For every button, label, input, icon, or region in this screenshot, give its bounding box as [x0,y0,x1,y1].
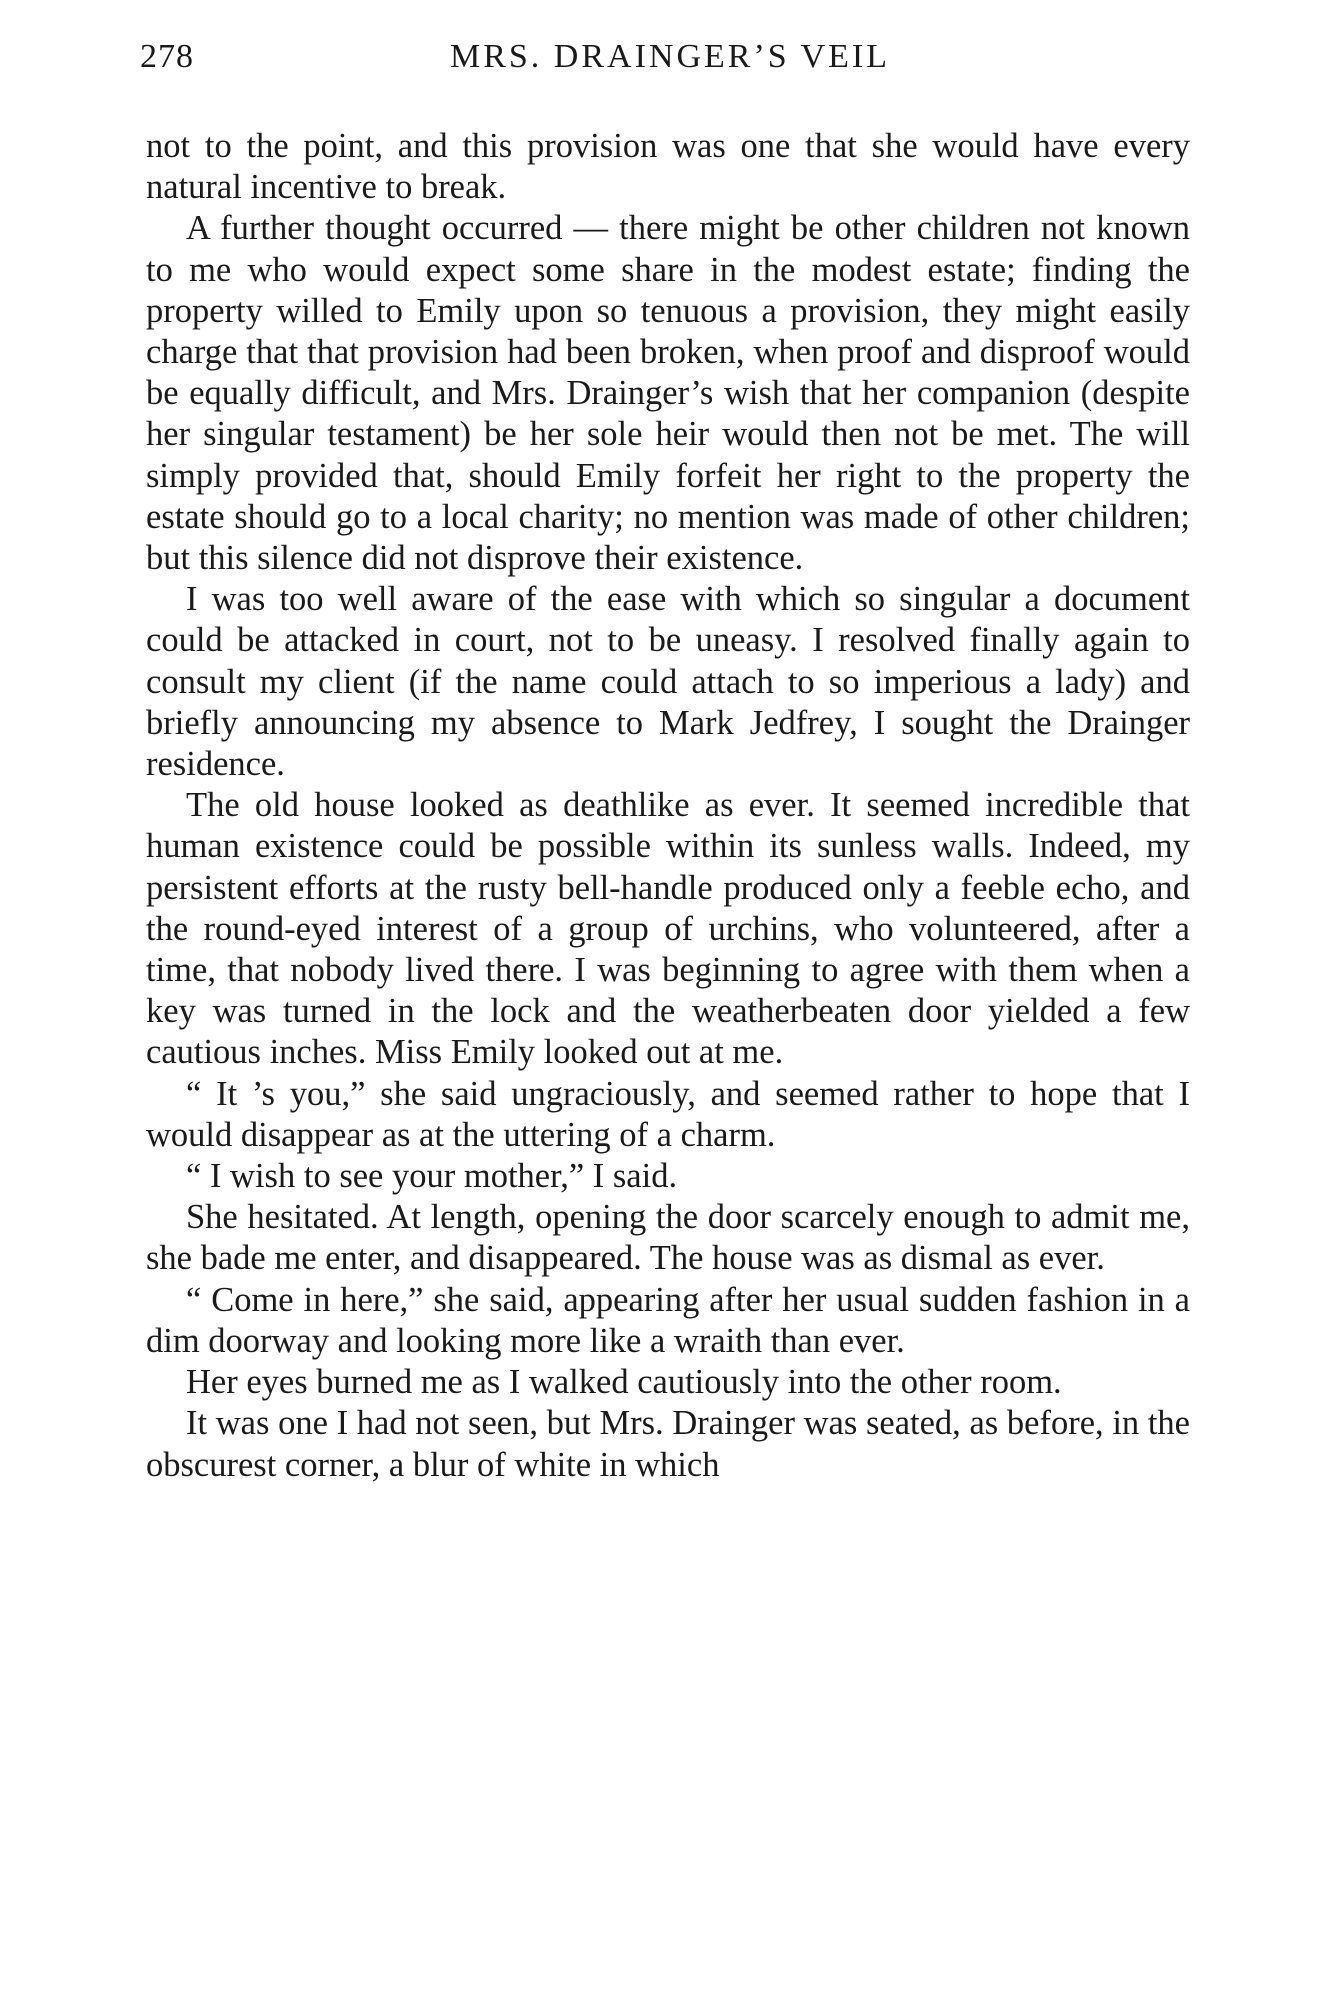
paragraph: “ I wish to see your mother,” I said. [186,1157,678,1196]
page-number: 278 [140,38,194,75]
chapter-title: MRS. DRAINGER’S VEIL [449,38,890,75]
paragraph: It was one I had not seen, but Mrs. Drainger was seated, as before, in the obscurest corner, a blur of white in which [146,1404,1190,1484]
paragraph-continuation: not to the point, and this provision was one that she would have every natural incentive to break. [146,127,1190,207]
paragraph: The old house looked as deathlike as ever. It seemed incredible that human existence could be possible within its sunless walls. Indeed, my persistent efforts at the rusty bell-handle produced only a feeble echo, and the round-eyed interest of a group of urchins, who volunteered, after a time, that nobody lived there. I was beginning to agree with them when a key was turned in the lock and the weatherbeaten door yielded a few cautious inches. Miss Emily looked out at me. [146,786,1190,1072]
paragraph: “ It ’s you,” she said ungraciously, and seemed rather to hope that I would disappear as at the uttering of a charm. [146,1074,1190,1154]
paragraph: A further thought occurred — there might be other children not known to me who would expect some share in the modest estate; finding the property willed to Emily upon so tenuous a provision, they might easily charge that that provision had been broken, when proof and disproof would be equally difficult, and Mrs. Drainger’s wish that her companion (despite her singular testament) be her sole heir would then not be met. The will simply provided that, should Emily forfeit her right to the property the estate should go to a local charity; no mention was made of other children; but this silence did not disprove their existence. [146,209,1190,578]
paragraph: Her eyes burned me as I walked cautiously into the other room. [186,1363,1062,1402]
paragraph: I was too well aware of the ease with which so singular a document could be attacked in court, not to be uneasy. I resolved finally again to consult my client (if the name could attach to so imperious a lady) and briefly announcing my absence to Mark Jedfrey, I sought the Drainger residence. [146,580,1190,784]
body-text [146,126,1190,1486]
paragraph: “ Come in here,” she said, appearing after her usual sudden fashion in a dim doorway and looking more like a wraith than ever. [146,1280,1190,1360]
running-head [140,38,1200,98]
paragraph: She hesitated. At length, opening the door scarcely enough to admit me, she bade me enter, and disappeared. The house was as dismal as ever. [146,1198,1190,1278]
